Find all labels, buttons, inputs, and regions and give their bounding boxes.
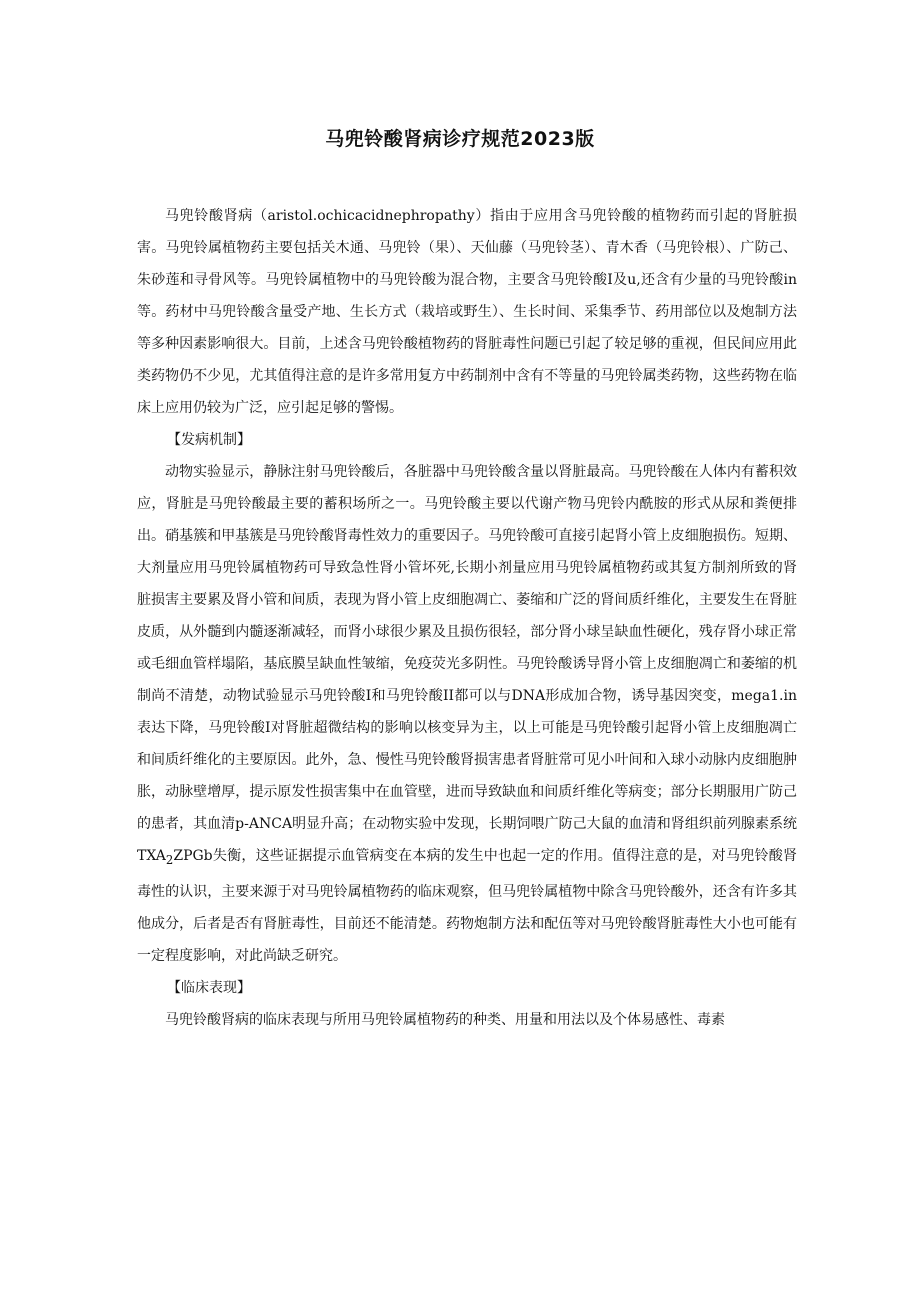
section-heading-clinical: 【临床表现】 — [167, 979, 251, 996]
paragraph-clinical: 马兜铃酸肾病的临床表现与所用马兜铃属植物药的种类、用量和用法以及个体易感性、毒素 — [165, 1011, 725, 1028]
paragraph-intro: 马兜铃酸肾病（aristol.ochicacidnephropathy）指由于应用含马兜铃酸的植物药而引起的肾脏损害。马兜铃属植物药主要包括关木通、马兜铃（果）、天仙藤（马兜铃茎）、青木香（马兜铃根）、广防己、朱砂莲和寻骨风等。马兜铃属植物中的马兜铃酸为混合物，主要含马兜铃酸I及u,还含有少量的马兜铃酸in等。药材中马兜铃酸含量受产地、生长方式（栽培或野生）、生长时间、采集季节、药用部位以及炮制方法等多种因素影响很大。目前，上述含马兜铃酸植物药的肾脏毒性问题已引起了较足够的重视，但民间应用此类药物仍不少见，尤其值得注意的是许多常用复方中药制剂中含有不等量的马兜铃属类药物，这些药物在临床上应用仍较为广泛，应引起足够的警惕。 — [137, 208, 797, 416]
paragraph-mechanism-text: 动物实验显示，静脉注射马兜铃酸后，各脏器中马兜铃酸含量以肾脏最高。马兜铃酸在人体内有蓄积效应，肾脏是马兜铃酸最主要的蓄积场所之一。马兜铃酸主要以代谢产物马兜铃内酰胺的形式从尿和粪便排出。硝基簇和甲基簇是马兜铃酸肾毒性效力的重要因子。马兜铃酸可直接引起肾小管上皮细胞损伤。短期、大剂量应用马兜铃属植物药可导致急性肾小管坏死,长期小剂量应用马兜铃属植物药或其复方制剂所致的肾脏损害主要累及肾小管和间质，表现为肾小管上皮细胞凋亡、萎缩和广泛的肾间质纤维化，主要发生在肾脏皮质，从外髓到内髓逐渐减轻，而肾小球很少累及且损伤很轻，部分肾小球呈缺血性硬化，残存肾小球正常或毛细血管样塌陷，基底膜呈缺血性皱缩，免疫荧光多阴性。马兜铃酸诱导肾小管上皮细胞凋亡和萎缩的机制尚不清楚，动物试验显示马兜铃酸I和马兜铃酸II都可以与DNA形成加合物，诱导基因突变，mega1.in表达下降，马兜铃酸I对肾脏超微结构的影响以核变异为主，以上可能是马兜铃酸引起肾小管上皮细胞凋亡和间质纤维化的主要原因。此外，急、慢性马兜铃酸肾损害患者肾脏常可见小叶间和入球小动脉内皮细胞肿胀，动脉壁增厚，提示原发性损害集中在血管壁，进而导致缺血和间质纤维化等病变；部分长期服用广防己的患者，其血清p-ANCA明显升高；在动物实验中发现，长期饲喂广防己大鼠的血清和肾组织前列腺素系统 — [137, 464, 797, 832]
document-body — [137, 200, 797, 1036]
txa-rest: ZPGb — [173, 848, 213, 864]
paragraph-mechanism — [137, 456, 797, 972]
txa-symbol: TXA — [137, 848, 166, 864]
paragraph-mechanism-continued: 失衡，这些证据提示血管病变在本病的发生中也起一定的作用。值得注意的是，对马兜铃酸肾毒性的认识，主要来源于对马兜铃属植物药的临床观察，但马兜铃属植物中除含马兜铃酸外，还含有许多其他成分，后者是否有肾脏毒性，目前还不能清楚。药物炮制方法和配伍等对马兜铃酸肾脏毒性大小也可能有一定程度影响，对此尚缺乏研究。 — [137, 848, 797, 964]
document-title: 马兜铃酸肾病诊疗规范2023版 — [325, 128, 595, 150]
txa-subscript: 2 — [165, 852, 174, 867]
section-heading-mechanism: 【发病机制】 — [167, 432, 251, 448]
